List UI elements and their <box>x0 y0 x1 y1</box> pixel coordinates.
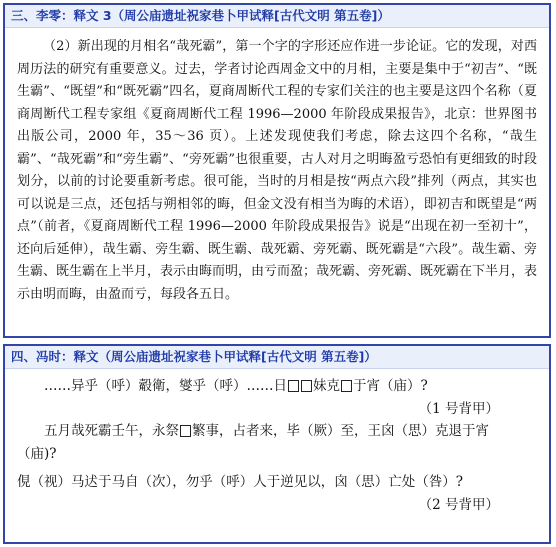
section-3-paragraph: （2）新出现的月相名“哉死霸”，第一个字的字形还应作进一步论证。它的发现，对西周历法的研究有重要意义。过去，学者讨论西周金文中的月相，主要是集中于“初吉”、“既生霸”、“既望”和“既死霸”四名，夏商周断代工程的专家们关注的也主要是这四个名称（夏商周断代工程专家组《夏商周断代工程 1996—2000 年阶段成果报告》，北京：世界图书出版公司，2000 年，35～36 页）。上述发现使我们考虑，除去这四个名称，“哉生霸”、“哉死霸”和“旁生霸”、“旁死霸”也很重要，古人对月之明晦盈亏恐怕有更细致的时段划分，以前的讨论要重新考虑。很可能，当时的月相是按“两点六段”排列（两点，其实也可以说是三点，还包括与朔相邻的晦，但金文没有相当为晦的术语），即初吉和既望是“两点”（前者，《夏商周断代工程 1996—2000 年阶段成果报告》说是“出现在初一至初十”，还向后延伸），哉生霸、旁生霸、既生霸、哉死霸、旁死霸、既死霸是“六段”。哉生霸、旁生霸、既生霸在上半月，表示由晦而明，由亏而盈；哉死霸、旁死霸、既死霸在下半月，表示由明而晦，由盈而亏，每段各五日。 <box>17 39 538 302</box>
missing-char-box <box>288 380 299 392</box>
section-4-panel <box>3 344 551 544</box>
source-label-2: （2 号背甲） <box>418 496 499 513</box>
missing-char-box <box>301 380 312 392</box>
transcription-line-1: ……异乎（呼）觳衛，燮乎（呼）……日 妹克 于宵（庙）? <box>44 378 428 394</box>
cropped-line <box>17 516 537 524</box>
section-3-body <box>5 28 549 306</box>
source-label-1: （1 号背甲） <box>418 400 499 417</box>
missing-char-box <box>180 425 191 437</box>
section-3-panel <box>3 3 551 338</box>
section-4-body <box>5 369 549 524</box>
transcription-line-4: 俔（视）马迖于马自（次），勿乎（呼）人于逆见以，囟（思）亡处（咎）? <box>17 474 463 490</box>
missing-char-box <box>341 380 352 392</box>
transcription-line-2: 五月哉死霸壬午，永祭 繁事，占者来，毕（厥）至，王囟（思）克退于宵 <box>44 423 489 439</box>
section-4-header: 四、冯时：释文（周公庙遗址祝家巷卜甲试释[古代文明 第五卷]） <box>5 346 549 369</box>
transcription-line-3: （庙)? <box>17 445 57 462</box>
section-3-header: 三、李零：释文 3（周公庙遗址祝家巷卜甲试释[古代文明 第五卷]） <box>5 5 549 28</box>
